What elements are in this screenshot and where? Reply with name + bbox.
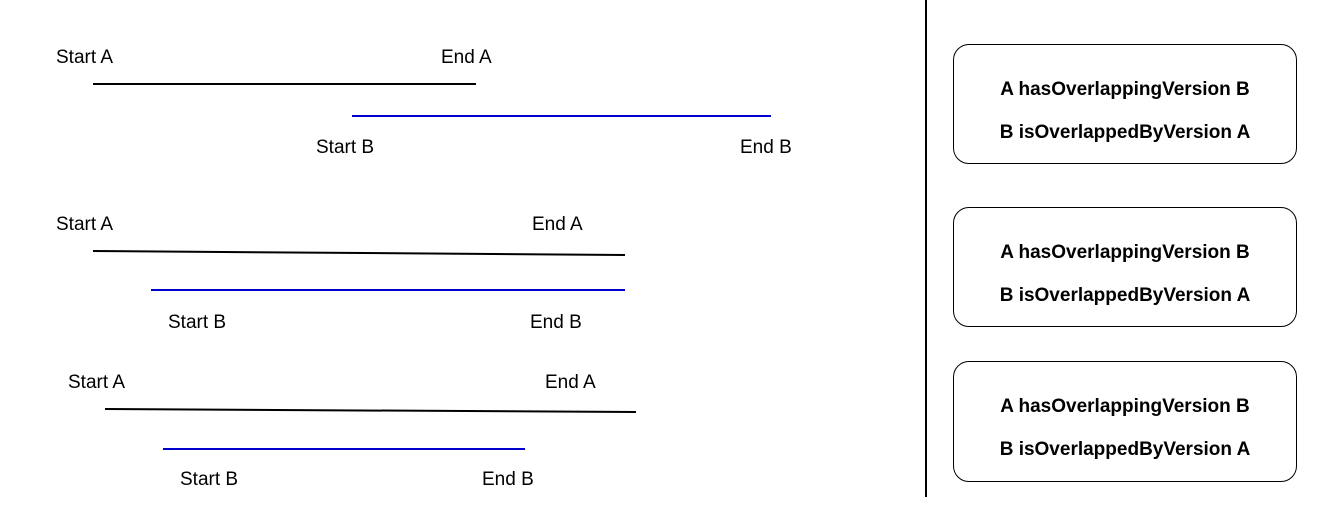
end-a-label: End A xyxy=(545,372,596,393)
relation-text: B isOverlappedByVersion A xyxy=(999,122,1251,143)
interval-a-line-3 xyxy=(105,409,636,412)
interval-a-line-2 xyxy=(93,251,625,255)
relation-text: B isOverlappedByVersion A xyxy=(999,285,1251,306)
end-b-label: End B xyxy=(482,469,534,490)
relation-box xyxy=(953,207,1297,327)
start-b-label: Start B xyxy=(168,312,227,333)
start-a-label: Start A xyxy=(56,47,114,68)
relation-text: A hasOverlappingVersion B xyxy=(1000,242,1250,263)
relation-box xyxy=(953,44,1297,164)
relation-box xyxy=(953,361,1297,482)
column-divider xyxy=(925,0,927,497)
relation-text: A hasOverlappingVersion B xyxy=(1000,396,1250,417)
relation-text: B isOverlappedByVersion A xyxy=(999,439,1251,460)
end-a-label: End A xyxy=(441,47,492,68)
relation-text: A hasOverlappingVersion B xyxy=(1000,79,1250,100)
start-a-label: Start A xyxy=(56,214,114,235)
start-b-label: Start B xyxy=(316,137,375,158)
start-b-label: Start B xyxy=(180,469,239,490)
end-a-label: End A xyxy=(532,214,583,235)
end-b-label: End B xyxy=(740,137,792,158)
end-b-label: End B xyxy=(530,312,582,333)
start-a-label: Start A xyxy=(68,372,126,393)
